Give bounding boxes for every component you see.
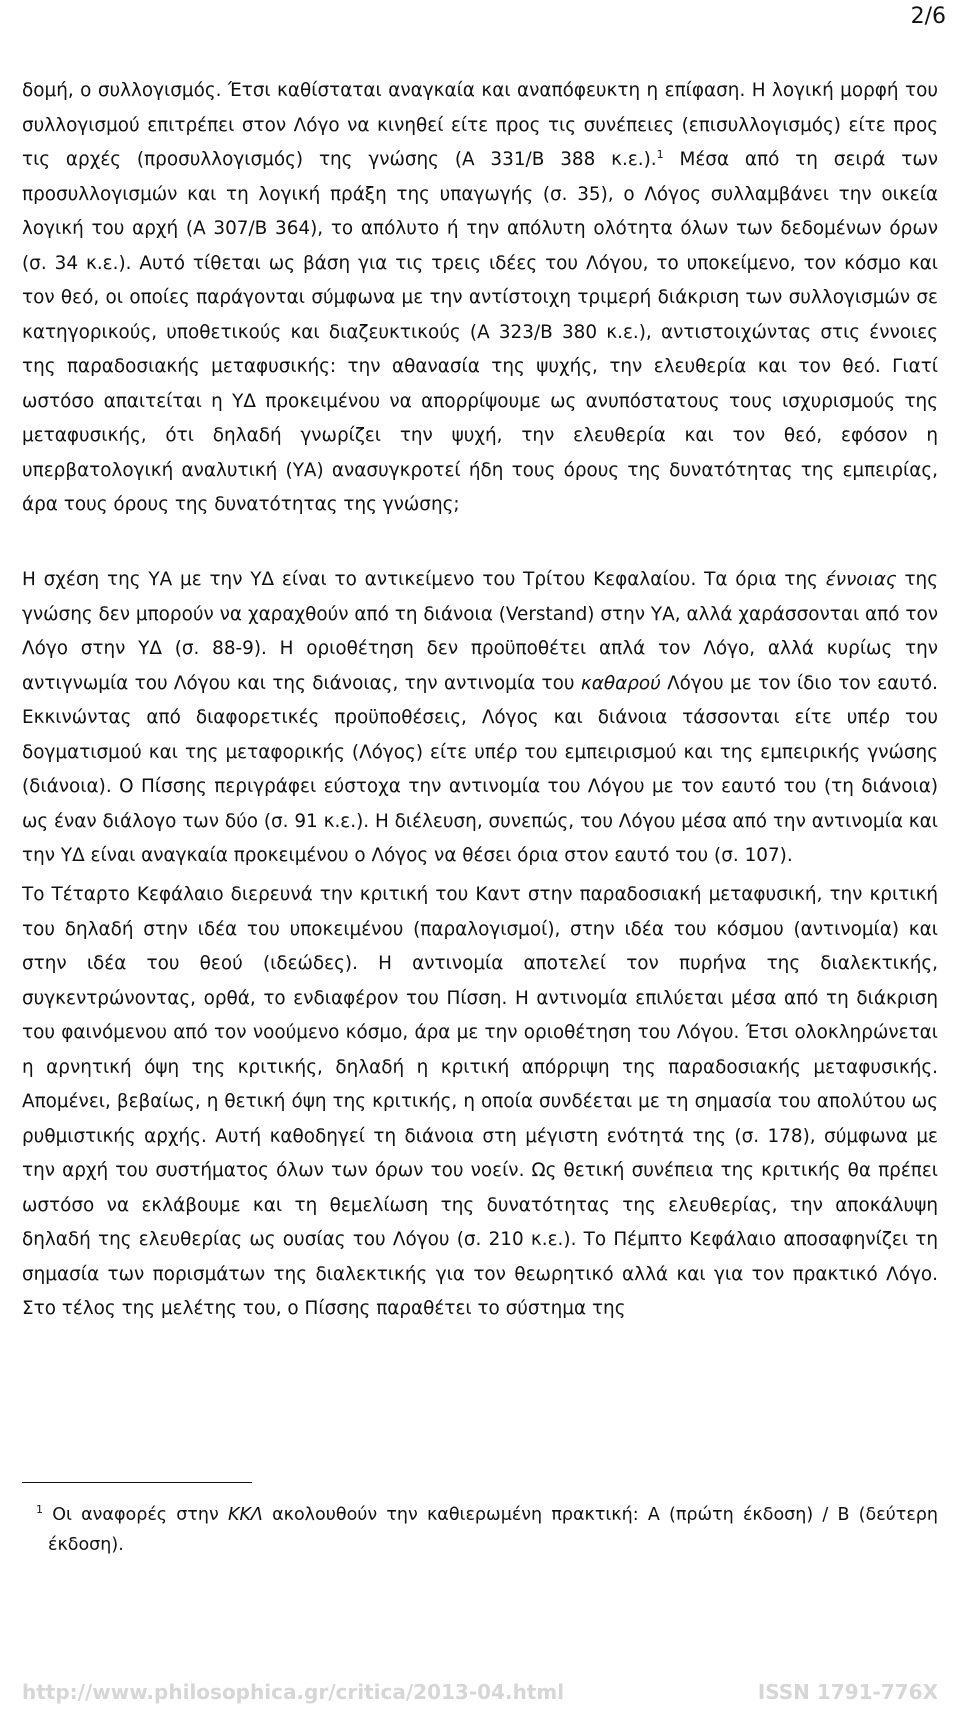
- paragraph-1-text-a: δομή, ο συλλογισμός. Έτσι καθίσταται αναγκαία και αναπόφευκτη η επίφαση. Η λογική μορφή του συλλογισμού επιτρέπει στον Λόγο να κινηθεί είτε προς τις συνέπειες (επισυλλογισμός) είτε προς τις αρχές (προσυλλογισμός) της γνώσης (Α 331/Β 388 κ.ε.).: [22, 80, 938, 170]
- paragraph-1-text-b: Μέσα από τη σειρά των προσυλλογισμών και τη λογική πράξη της υπαγωγής (σ. 35), ο Λόγος συλλαμβάνει την οικεία λογική του αρχή (Α 307/Β 364), το απόλυτο ή την απόλυτη ολότητα όλων των δεδομένων όρων (σ. 34 κ.ε.). Αυτό τίθεται ως βάση για τις τρεις ιδέες του Λόγου, το υποκείμενο, τον κόσμο και τον θεό, οι οποίες παράγονται σύμφωνα με την αντίστοιχη τριμερή διάκριση των συλλογισμών σε κατηγορικούς, υποθετικούς και διαζευκτικούς (Α 323/Β 380 κ.ε.), αντιστοιχώντας στις έννοιες της παραδοσιακής μεταφυσικής: την αθανασία της ψυχής, την ελευθερία και τον θεό. Γιατί ωστόσο απαιτείται η ΥΔ προκειμένου να απορρίψουμε ως ανυπόστατους τους ισχυρισμούς της μεταφυσικής, ότι δηλαδή γνωρίζει την ψυχή, την ελευθερία και τον θεό, εφόσον η υπερβατολογική αναλυτική (ΥΑ) ανασυγκροτεί ήδη τους όρους της δυνατότητας της εμπειρίας, άρα τους όρους της δυνατότητας της γνώσης;: [22, 149, 938, 515]
- footnote-text-a: Οι αναφορές στην: [43, 1505, 228, 1525]
- footnote-mark: 1: [36, 1503, 43, 1517]
- footer-issn: ISSN 1791-776X: [757, 1680, 938, 1704]
- emphasis-katharou: καθαρού: [580, 672, 661, 694]
- emphasis-ennoias: έννοιας: [825, 569, 897, 590]
- paragraph-2-text-c: Λόγου με τον ίδιο τον εαυτό. Εκκινώντας από διαφορετικές προϋποθέσεις, Λόγος και διάνοια τάσσονται είτε υπέρ του δογματισμού και της μεταφορικής (Λόγος) είτε υπέρ του εμπειρισμού και της εμπειρικής γνώσης (διάνοια). Ο Πίσσης περιγράφει εύστοχα την αντινομία του Λόγου με τον εαυτό του (τη διάνοια) ως έναν διάλογο των δύο (σ. 91 κ.ε.). Η διέλευση, συνεπώς, του Λόγου μέσα από την αντινομία και την ΥΔ είναι αναγκαία προκειμένου ο Λόγος να θέσει όρια στον εαυτό του (σ. 107).: [22, 672, 938, 866]
- paragraph-2: [22, 563, 938, 874]
- paragraph-1: [22, 74, 938, 523]
- footnote: [22, 1500, 938, 1560]
- paragraph-2-text-b: της γνώσης δεν μπορούν να χαραχθούν από τη διάνοια (Verstand) στην ΥΑ, αλλά χαράσσονται από τον Λόγο στην ΥΔ (σ. 88-9). Η οριοθέτηση δεν προϋποθέτει απλά τον Λόγο, αλλά κυρίως την αντιγνωμία του Λόγου και της διάνοιας, την αντινομία του: [22, 569, 938, 694]
- page-number: 2/6: [910, 4, 946, 29]
- footer-url-link[interactable]: http://www.philosophica.gr/critica/2013-04.html: [22, 1680, 565, 1704]
- footnote-divider: [22, 1482, 252, 1483]
- paragraph-3: Το Τέταρτο Κεφάλαιο διερευνά την κριτική του Καντ στην παραδοσιακή μεταφυσική, την κριτική του δηλαδή στην ιδέα του υποκειμένου (παραλογισμοί), στην ιδέα του κόσμου (αντινομία) και στην ιδέα του θεού (ιδεώδες). Η αντινομία αποτελεί τον πυρήνα της διαλεκτικής, συγκεντρώνοντας, ορθά, το ενδιαφέρον του Πίσση. Η αντινομία επιλύεται μέσα από τη διάκριση του φαινόμενου από τον νοούμενο κόσμο, άρα με την οριοθέτηση του Λόγου. Έτσι ολοκληρώνεται η αρνητική όψη της κριτικής, δηλαδή η κριτική απόρριψη της παραδοσιακής μεταφυσικής. Απομένει, βεβαίως, η θετική όψη της κριτικής, η οποία συνδέεται με τη σημασία του απολύτου ως ρυθμιστικής αρχής. Αυτή καθοδηγεί τη διάνοια στη μέγιστη ενότητά της (σ. 178), σύμφωνα με την αρχή του συστήματος όλων των όρων του νοείν. Ως θετική συνέπεια της κριτικής θα πρέπει ωστόσο να εκλάβουμε και τη θεμελίωση της δυνατότητας της ελευθερίας, την αποκάλυψη δηλαδή της ελευθερίας ως ουσίας του Λόγου (σ. 210 κ.ε.). Το Πέμπτο Κεφάλαιο αποσαφηνίζει τη σημασία των πορισμάτων της διαλεκτικής για τον θεωρητικό αλλά και για τον πρακτικό Λόγο. Στο τέλος της μελέτης του, ο Πίσσης παραθέτει το σύστημα της: [22, 884, 938, 1319]
- footnote-emphasis: ΚΚΛ: [227, 1505, 263, 1525]
- footnote-reference[interactable]: 1: [656, 147, 664, 161]
- paragraph-2-text-a: Η σχέση της ΥΑ με την ΥΔ είναι το αντικείμενο του Τρίτου Κεφαλαίου. Τα όρια της: [22, 569, 826, 590]
- footnote-text-b: ακολουθούν την καθιερωμένη πρακτική: Α (πρώτη έκδοση) / Β (δεύτερη έκδοση).: [48, 1505, 938, 1555]
